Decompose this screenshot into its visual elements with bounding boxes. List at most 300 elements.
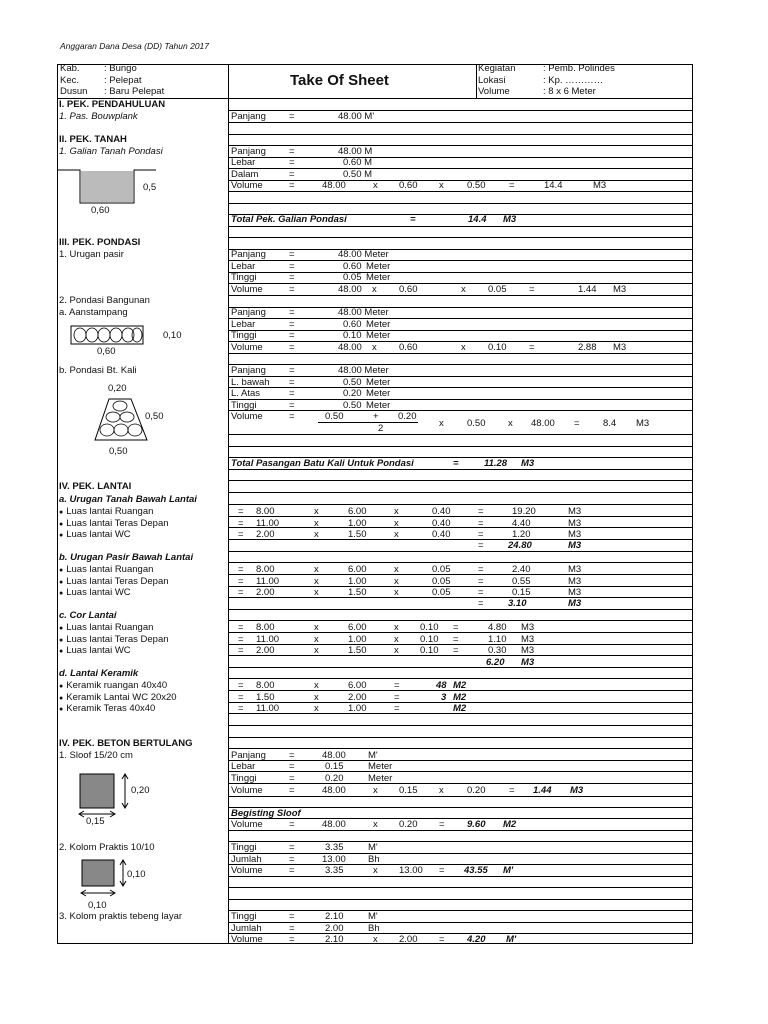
value-cell: 0.60 [343, 261, 362, 272]
value-cell: 0.15 [325, 761, 344, 772]
value-cell: 0.30 [488, 645, 507, 656]
unit-cell: M3 [568, 598, 582, 609]
times-sign: x [314, 576, 319, 587]
eq-sign: = [238, 518, 244, 529]
unit-cell: M3 [570, 785, 584, 796]
eq-sign: = [238, 680, 244, 691]
dim-label: 0,10 [88, 900, 107, 911]
unit-cell: Meter [366, 377, 391, 388]
kec-label: Kec. [60, 75, 80, 86]
value-cell: 11.00 [256, 634, 280, 645]
value-cell: 6.00 [348, 622, 367, 633]
value-cell: 2.10 [325, 911, 344, 922]
times-sign: x [373, 819, 378, 830]
row-label: Panjang [231, 249, 266, 260]
eq-sign: = [289, 319, 295, 330]
value-cell: 2.40 [512, 564, 531, 575]
times-sign: x [373, 785, 378, 796]
unit-cell: M2 [453, 703, 467, 714]
eq-sign: = [238, 645, 244, 656]
value-cell: 3.35 [325, 842, 344, 853]
eq-sign: = [478, 540, 484, 551]
eq-sign: = [478, 518, 484, 529]
value-cell: 1.00 [348, 703, 367, 714]
value-cell: 11.00 [256, 703, 280, 714]
value-cell: 0.10 [420, 622, 439, 633]
value-cell: 48.00 M' [338, 111, 375, 122]
unit-cell: M3 [568, 506, 582, 517]
value-cell: 48.00 Meter [338, 307, 389, 318]
value-cell: 48 [436, 680, 447, 691]
value-cell: 6.00 [348, 506, 367, 517]
times-sign: x [314, 529, 319, 540]
eq-sign: = [478, 506, 484, 517]
eq-sign: = [289, 773, 295, 784]
value-cell: 48.00 Meter [338, 249, 389, 260]
dim-label: 0,60 [97, 346, 116, 357]
value-cell: 0.40 [432, 506, 451, 517]
eq-sign: = [289, 842, 295, 853]
total-galian-value: 14.4 [468, 214, 487, 225]
row-label: Panjang [231, 750, 266, 761]
dusun-label: Dusun [60, 86, 88, 97]
value-cell: 0.20 [399, 819, 418, 830]
value-cell: 0.10 [343, 330, 362, 341]
value-cell: 8.00 [256, 680, 275, 691]
unit-cell: M3 [521, 657, 535, 668]
value-cell: 4.80 [488, 622, 507, 633]
value-cell: 2.88 [578, 342, 597, 353]
times-sign: x [314, 518, 319, 529]
row-label: Volume [231, 934, 263, 945]
row-label: Volume [231, 180, 263, 191]
unit-cell: M3 [568, 518, 582, 529]
unit-cell: M3 [636, 418, 650, 429]
unit-cell: M' [368, 842, 378, 853]
list-item: ● Luas lantai Ruangan [59, 564, 153, 576]
eq-sign: = [289, 180, 295, 191]
section-beton: IV. PEK. BETON BERTULANG [59, 738, 193, 749]
sub-urugan-pasir: b. Urugan Pasir Bawah Lantai [59, 552, 194, 563]
header-divider [476, 64, 477, 98]
eq-sign: = [453, 622, 459, 633]
value-cell: 48.00 [322, 180, 346, 191]
row-label: Tinggi [231, 773, 257, 784]
value-cell: 0.10 [420, 634, 439, 645]
value-cell: 1.44 [578, 284, 597, 295]
item-sloof: 1. Sloof 15/20 cm [59, 750, 133, 761]
eq-sign: = [238, 634, 244, 645]
times-sign: x [373, 865, 378, 876]
section-pondasi: III. PEK. PONDASI [59, 237, 141, 248]
eq-sign: = [238, 622, 244, 633]
eq-sign: = [453, 645, 459, 656]
item-pondasi-bangunan: 2. Pondasi Bangunan [59, 295, 150, 306]
value-cell: 2.10 [325, 934, 344, 945]
value-cell: 0.60 [343, 319, 362, 330]
value-cell: 48.00 [322, 750, 346, 761]
eq-sign: = [238, 587, 244, 598]
value-cell: 9.60 [467, 819, 486, 830]
times-sign: x [394, 506, 399, 517]
sheet-title: Take Of Sheet [290, 72, 389, 89]
eq-sign: = [289, 330, 295, 341]
value-cell: 0.05 [488, 284, 507, 295]
eq-sign: = [478, 587, 484, 598]
volume-value: : 8 x 6 Meter [543, 86, 596, 97]
sub-urugan-tanah: a. Urugan Tanah Bawah Lantai [59, 494, 197, 505]
value-cell: 1.00 [348, 518, 367, 529]
value-cell: 0.50 [467, 180, 486, 191]
times-sign: x [394, 622, 399, 633]
total-value: 3.10 [508, 598, 527, 609]
kolom-section-diagram [80, 858, 130, 890]
times-sign: x [394, 587, 399, 598]
aanstampang-diagram [70, 323, 150, 347]
plus-sign: + [373, 411, 379, 422]
times-sign: x [439, 180, 444, 191]
sloof-section-diagram [78, 772, 138, 814]
value-cell: 1.50 [348, 587, 367, 598]
value-cell: 0.60 [399, 342, 418, 353]
unit-cell: M2 [503, 819, 517, 830]
times-sign: x [314, 634, 319, 645]
value-cell: 8.00 [256, 622, 275, 633]
item-aanstampang: a. Aanstampang [59, 307, 128, 318]
document-caption: Anggaran Dana Desa (DD) Tahun 2017 [60, 41, 210, 51]
row-label: Volume [231, 819, 263, 830]
eq-sign: = [453, 458, 459, 469]
dusun-value: : Baru Pelepat [104, 86, 165, 97]
row-label: Lebar [231, 157, 256, 168]
item-urugan-pasir: 1. Urugan pasir [59, 249, 124, 260]
unit-cell: Bh [368, 854, 380, 865]
unit-cell: M3 [503, 214, 517, 225]
row-label: Jumlah [231, 854, 262, 865]
list-item: ● Luas lantai WC [59, 645, 131, 657]
times-sign: x [394, 645, 399, 656]
value-cell: 2.00 [325, 923, 344, 934]
dim-label: 0,20 [108, 383, 127, 394]
value-cell: 0.55 [512, 576, 531, 587]
eq-sign: = [289, 157, 295, 168]
volume-label: Volume [478, 86, 510, 97]
value-cell: 48.00 [338, 284, 362, 295]
value-cell: 14.4 [544, 180, 563, 191]
unit-cell: M' [368, 911, 378, 922]
value-cell: 0.40 [432, 518, 451, 529]
times-sign: x [394, 529, 399, 540]
list-item: ● Keramik Lantai WC 20x20 [59, 692, 177, 704]
item-galian: 1. Galian Tanah Pondasi [59, 146, 163, 157]
section-lantai: IV. PEK. LANTAI [59, 481, 132, 492]
list-item: ● Luas lantai Teras Depan [59, 576, 169, 588]
sub-cor-lantai: c. Cor Lantai [59, 610, 117, 621]
times-sign: x [314, 564, 319, 575]
kab-label: Kab. [60, 63, 80, 74]
times-sign: x [314, 692, 319, 703]
unit-cell: M3 [568, 587, 582, 598]
value-cell: 1.50 [348, 529, 367, 540]
times-sign: x [508, 418, 513, 429]
eq-sign: = [289, 111, 295, 122]
dim-label: 0,50 [109, 446, 128, 457]
eq-sign: = [574, 418, 580, 429]
unit-cell: Meter [366, 319, 391, 330]
times-sign: x [314, 622, 319, 633]
value-cell: 0.05 [432, 587, 451, 598]
eq-sign: = [478, 598, 484, 609]
list-item: ● Luas lantai Teras Depan [59, 634, 169, 646]
eq-sign: = [394, 680, 400, 691]
kegiatan-label: Kegiatan [478, 63, 516, 74]
list-item: ● Keramik ruangan 40x40 [59, 680, 167, 692]
value-cell: 1.00 [348, 634, 367, 645]
list-item: ● Luas lantai WC [59, 587, 131, 599]
value-cell: 13.00 [399, 865, 423, 876]
total-galian-label: Total Pek. Galian Pondasi [231, 214, 347, 225]
row-label: L. bawah [231, 377, 270, 388]
times-sign: x [314, 587, 319, 598]
value-cell: 19.20 [512, 506, 536, 517]
row-label: Tinggi [231, 272, 257, 283]
unit-cell: M3 [593, 180, 607, 191]
list-item: ● Luas lantai Ruangan [59, 506, 153, 518]
lokasi-value: : Kp. ………… [543, 75, 604, 86]
eq-sign: = [439, 934, 445, 945]
unit-cell: M3 [568, 529, 582, 540]
value-cell: 0.20 [343, 388, 362, 399]
value-cell: 48.00 [322, 785, 346, 796]
value-cell: 1.00 [348, 576, 367, 587]
times-sign: x [373, 180, 378, 191]
times-sign: x [461, 284, 466, 295]
item-batu-kali: b. Pondasi Bt. Kali [59, 365, 137, 376]
unit-cell: M' [368, 750, 378, 761]
item-kolom-tebeng: 3. Kolom praktis tebeng layar [59, 911, 183, 922]
value-cell: 0.10 [420, 645, 439, 656]
eq-sign: = [529, 342, 535, 353]
row-label: Tinggi [231, 842, 257, 853]
value-cell: 2.00 [348, 692, 367, 703]
eq-sign: = [439, 819, 445, 830]
eq-sign: = [289, 261, 295, 272]
value-cell: 2.00 [256, 645, 275, 656]
value-cell: 2.00 [256, 587, 275, 598]
fraction-bar [318, 422, 418, 423]
unit-cell: M' [506, 934, 517, 945]
eq-sign: = [529, 284, 535, 295]
eq-sign: = [410, 214, 416, 225]
unit-cell: M3 [613, 342, 627, 353]
eq-sign: = [289, 284, 295, 295]
row-label: Panjang [231, 365, 266, 376]
eq-sign: = [238, 506, 244, 517]
eq-sign: = [289, 411, 295, 422]
value-cell: 6.00 [348, 680, 367, 691]
eq-sign: = [289, 934, 295, 945]
section-pendahuluan: I. PEK. PENDAHULUAN [59, 99, 166, 110]
value-cell: 8.00 [256, 506, 275, 517]
value-cell: 0.50 [467, 418, 486, 429]
kegiatan-value: : Pemb. Polindes [543, 63, 615, 74]
row-label: L. Atas [231, 388, 261, 399]
lokasi-label: Lokasi [478, 75, 506, 86]
eq-sign: = [289, 169, 295, 180]
times-sign: x [394, 564, 399, 575]
row-label: Volume [231, 411, 263, 422]
unit-cell: M3 [521, 458, 535, 469]
times-sign: x [373, 934, 378, 945]
eq-sign: = [478, 529, 484, 540]
value-cell: 0.05 [432, 564, 451, 575]
unit-cell: M3 [521, 645, 535, 656]
value-cell: 11.00 [256, 518, 280, 529]
value-cell: 8.4 [603, 418, 617, 429]
value-cell: 11.00 [256, 576, 280, 587]
kab-value: : Bungo [104, 63, 137, 74]
value-cell: 48.00 Meter [338, 365, 389, 376]
value-cell: 0.50 [343, 377, 362, 388]
value-cell: 8.00 [256, 564, 275, 575]
unit-cell: Meter [368, 773, 393, 784]
unit-cell: M3 [613, 284, 627, 295]
unit-cell: Meter [366, 400, 391, 411]
eq-sign: = [394, 692, 400, 703]
row-label: Lebar [231, 319, 256, 330]
value-cell: 4.40 [512, 518, 531, 529]
item-kolom-praktis: 2. Kolom Praktis 10/10 [59, 842, 155, 853]
eq-sign: = [289, 146, 295, 157]
value-cell: 0.40 [432, 529, 451, 540]
value-cell: 1.50 [348, 645, 367, 656]
value-cell: 48.00 M [338, 146, 373, 157]
value-cell: 1.44 [533, 785, 552, 796]
eq-sign: = [289, 388, 295, 399]
times-sign: x [314, 506, 319, 517]
unit-cell: M3 [568, 564, 582, 575]
row-label: Volume [231, 785, 263, 796]
eq-sign: = [289, 785, 295, 796]
dim-label: 0,10 [127, 869, 146, 880]
eq-sign: = [289, 272, 295, 283]
eq-sign: = [478, 564, 484, 575]
value-cell: 0.20 [398, 411, 417, 422]
unit-cell: Bh [368, 923, 380, 934]
value-cell: 0.20 [467, 785, 486, 796]
eq-sign: = [289, 819, 295, 830]
list-item: ● Keramik Teras 40x40 [59, 703, 155, 715]
times-sign: x [439, 418, 444, 429]
eq-sign: = [238, 529, 244, 540]
value-cell: 1.20 [512, 529, 531, 540]
value-cell: 0.05 [432, 576, 451, 587]
row-label: Panjang [231, 146, 266, 157]
row-label: Lebar [231, 261, 256, 272]
times-sign: x [372, 342, 377, 353]
list-item: ● Luas lantai WC [59, 529, 131, 541]
value-cell: 0.15 [399, 785, 418, 796]
eq-sign: = [289, 342, 295, 353]
denominator: 2 [378, 423, 384, 434]
eq-sign: = [289, 249, 295, 260]
value-cell: 0.15 [512, 587, 531, 598]
row-label: Tinggi [231, 911, 257, 922]
times-sign: x [314, 680, 319, 691]
unit-cell: Meter [368, 761, 393, 772]
times-sign: x [314, 645, 319, 656]
value-cell: 43.55 [464, 865, 488, 876]
value-cell: 0.10 [488, 342, 507, 353]
eq-sign: = [238, 564, 244, 575]
dim-label: 0,15 [86, 816, 105, 827]
eq-sign: = [509, 785, 515, 796]
row-label: Volume [231, 284, 263, 295]
times-sign: x [394, 518, 399, 529]
dim-arrow-icon [80, 889, 118, 897]
row-label: Tinggi [231, 400, 257, 411]
row-label: Volume [231, 865, 263, 876]
value-cell: 0.60 [399, 180, 418, 191]
value-cell: 0.05 [343, 272, 362, 283]
row-label: Tinggi [231, 330, 257, 341]
dim-label: 0,50 [145, 411, 164, 422]
unit-cell: M2 [453, 692, 467, 703]
eq-sign: = [289, 911, 295, 922]
unit-cell: M3 [568, 540, 582, 551]
times-sign: x [372, 284, 377, 295]
unit-cell: M' [503, 865, 514, 876]
dim-label: 0,60 [91, 205, 110, 216]
times-sign: x [394, 634, 399, 645]
section-tanah: II. PEK. TANAH [59, 134, 127, 145]
value-cell: 3.35 [325, 865, 344, 876]
unit-cell: M2 [453, 680, 467, 691]
value-cell: 2.00 [399, 934, 418, 945]
sub-keramik: d. Lantai Keramik [59, 668, 139, 679]
value-cell: 0.60 M [343, 157, 373, 168]
eq-sign: = [289, 365, 295, 376]
value-cell: 0.50 [343, 400, 362, 411]
value-cell: 0.50 [325, 411, 344, 422]
value-cell: 1.10 [488, 634, 507, 645]
value-cell: 1.50 [256, 692, 275, 703]
total-value: 24.80 [508, 540, 532, 551]
row-label: Volume [231, 342, 263, 353]
dim-label: 0,10 [163, 330, 182, 341]
kec-value: : Pelepat [104, 75, 142, 86]
eq-sign: = [394, 703, 400, 714]
eq-sign: = [238, 576, 244, 587]
value-cell: 0.50 M [343, 169, 373, 180]
eq-sign: = [289, 761, 295, 772]
dim-label: 0,20 [131, 785, 150, 796]
value-cell: 2.00 [256, 529, 275, 540]
row-label: Dalam [231, 169, 259, 180]
value-cell: 48.00 [322, 819, 346, 830]
unit-cell: M3 [568, 576, 582, 587]
unit-cell: Meter [366, 261, 391, 272]
times-sign: x [439, 785, 444, 796]
eq-sign: = [289, 400, 295, 411]
eq-sign: = [238, 692, 244, 703]
eq-sign: = [509, 180, 515, 191]
value-cell: 0.60 [399, 284, 418, 295]
value-cell: 0.20 [325, 773, 344, 784]
begisting-label: Begisting Sloof [231, 808, 301, 819]
row-label: Panjang [231, 111, 266, 122]
times-sign: x [461, 342, 466, 353]
